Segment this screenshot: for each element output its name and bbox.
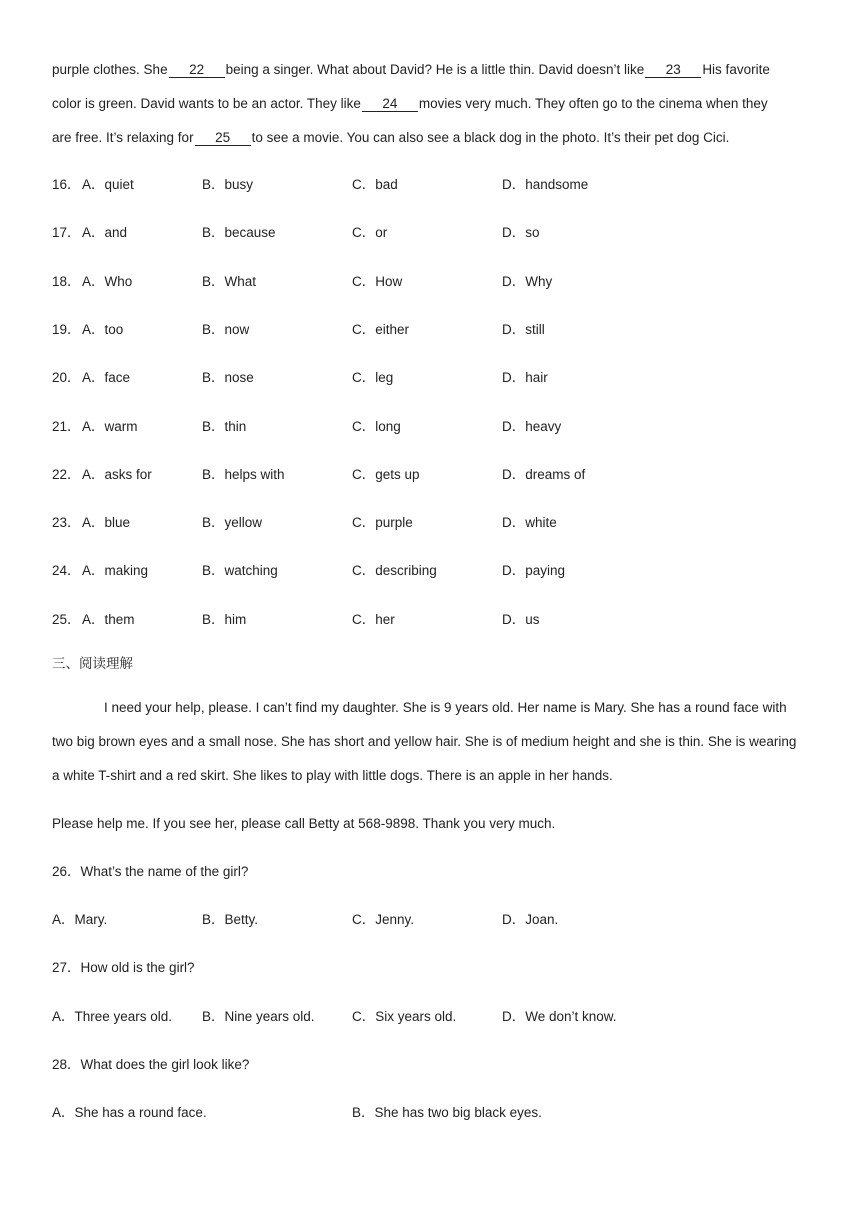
question-stem-27: 27．How old is the girl? bbox=[52, 960, 195, 975]
option-a[interactable]: A．face bbox=[82, 370, 131, 385]
option-a[interactable]: A．Three years old. bbox=[52, 1009, 173, 1024]
option-a[interactable]: A．asks for bbox=[82, 467, 152, 482]
option-c[interactable]: C．How bbox=[352, 274, 403, 289]
question-number: 23． bbox=[52, 515, 81, 530]
option-b[interactable]: B．nose bbox=[202, 370, 254, 385]
passage-line-4: Please help me. If you see her, please call Betty at 568-9898. Thank you very much. bbox=[52, 816, 556, 831]
option-c[interactable]: C．long bbox=[352, 419, 401, 434]
option-a[interactable]: A．and bbox=[82, 225, 128, 240]
option-d[interactable]: D．us bbox=[502, 612, 540, 627]
cloze-line-1: purple clothes. She 22 being a singer. What about David? He is a little thin. David doesn’t like 23 His favorite bbox=[52, 62, 770, 77]
question-number: 18． bbox=[52, 274, 81, 289]
option-d[interactable]: D．still bbox=[502, 322, 545, 337]
option-c[interactable]: C．describing bbox=[352, 563, 437, 578]
option-d[interactable]: D．We don’t know. bbox=[502, 1009, 617, 1024]
option-d[interactable]: D．paying bbox=[502, 563, 566, 578]
passage-line-2: two big brown eyes and a small nose. She has short and yellow hair. She is of medium height and she is thin. She is wearing bbox=[52, 734, 797, 749]
option-d[interactable]: D．hair bbox=[502, 370, 548, 385]
option-b[interactable]: B．watching bbox=[202, 563, 278, 578]
option-a[interactable]: A．Who bbox=[82, 274, 133, 289]
question-stem-28: 28．What does the girl look like? bbox=[52, 1057, 250, 1072]
question-number: 21． bbox=[52, 419, 81, 434]
option-c[interactable]: C．leg bbox=[352, 370, 394, 385]
blank-25: 25 bbox=[195, 130, 251, 146]
question-number: 17． bbox=[52, 225, 81, 240]
option-a[interactable]: A．too bbox=[82, 322, 124, 337]
option-a[interactable]: A．quiet bbox=[82, 177, 134, 192]
option-c[interactable]: C．either bbox=[352, 322, 410, 337]
passage-line-1: I need your help, please. I can’t find my daughter. She is 9 years old. Her name is Mary. She has a round face with bbox=[104, 700, 787, 715]
option-a[interactable]: A．warm bbox=[82, 419, 138, 434]
option-c[interactable]: C．Jenny. bbox=[352, 912, 415, 927]
option-a[interactable]: A．She has a round face. bbox=[52, 1105, 207, 1120]
option-b[interactable]: B．Nine years old. bbox=[202, 1009, 315, 1024]
option-a[interactable]: A．blue bbox=[82, 515, 131, 530]
blank-23: 23 bbox=[645, 62, 701, 78]
cloze-line-3: are free. It’s relaxing for 25 to see a movie. You can also see a black dog in the photo. It’s their pet dog Cici. bbox=[52, 130, 730, 145]
option-b[interactable]: B．now bbox=[202, 322, 250, 337]
question-stem-26: 26．What’s the name of the girl? bbox=[52, 864, 249, 879]
option-d[interactable]: D．handsome bbox=[502, 177, 589, 192]
passage-line-3: a white T-shirt and a red skirt. She likes to play with little dogs. There is an apple in her hands. bbox=[52, 768, 613, 783]
question-number: 19． bbox=[52, 322, 81, 337]
option-b[interactable]: B．What bbox=[202, 274, 257, 289]
option-b[interactable]: B．helps with bbox=[202, 467, 285, 482]
option-d[interactable]: D．Why bbox=[502, 274, 553, 289]
question-number: 25． bbox=[52, 612, 81, 627]
section-title: 三、阅读理解 bbox=[52, 656, 133, 672]
question-number: 22． bbox=[52, 467, 81, 482]
option-b[interactable]: B．busy bbox=[202, 177, 254, 192]
option-b[interactable]: B．him bbox=[202, 612, 247, 627]
option-c[interactable]: C．purple bbox=[352, 515, 413, 530]
blank-24: 24 bbox=[362, 96, 418, 112]
option-c[interactable]: C．gets up bbox=[352, 467, 420, 482]
option-b[interactable]: B．Betty. bbox=[202, 912, 259, 927]
option-c[interactable]: C．her bbox=[352, 612, 395, 627]
option-b[interactable]: B．She has two big black eyes. bbox=[352, 1105, 542, 1120]
option-c[interactable]: C．bad bbox=[352, 177, 398, 192]
question-number: 16． bbox=[52, 177, 81, 192]
option-d[interactable]: D．heavy bbox=[502, 419, 562, 434]
blank-22: 22 bbox=[169, 62, 225, 78]
option-c[interactable]: C．Six years old. bbox=[352, 1009, 457, 1024]
option-a[interactable]: A．them bbox=[82, 612, 135, 627]
option-d[interactable]: D．white bbox=[502, 515, 557, 530]
question-number: 20． bbox=[52, 370, 81, 385]
question-number: 24． bbox=[52, 563, 81, 578]
option-b[interactable]: B．yellow bbox=[202, 515, 263, 530]
option-a[interactable]: A．Mary. bbox=[52, 912, 108, 927]
option-b[interactable]: B．thin bbox=[202, 419, 247, 434]
option-d[interactable]: D．Joan. bbox=[502, 912, 559, 927]
option-c[interactable]: C．or bbox=[352, 225, 388, 240]
cloze-line-2: color is green. David wants to be an actor. They like 24 movies very much. They often go to the cinema when they bbox=[52, 96, 768, 111]
option-b[interactable]: B．because bbox=[202, 225, 276, 240]
option-d[interactable]: D．so bbox=[502, 225, 540, 240]
option-a[interactable]: A．making bbox=[82, 563, 149, 578]
option-d[interactable]: D．dreams of bbox=[502, 467, 586, 482]
